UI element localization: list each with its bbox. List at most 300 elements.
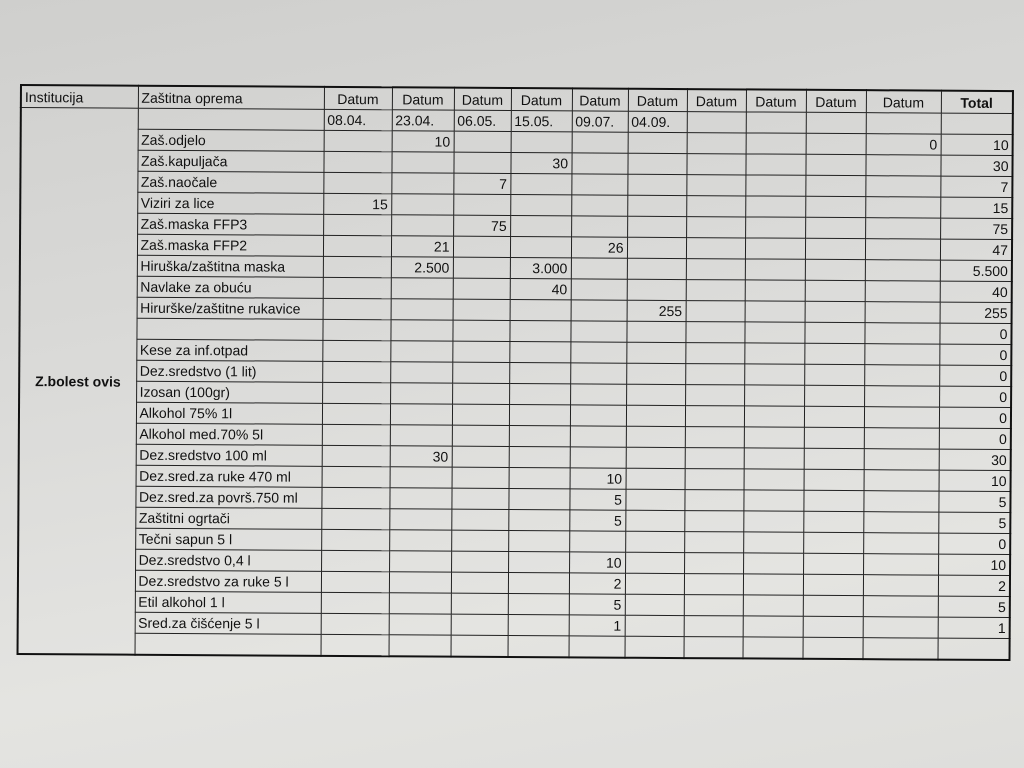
item-name: Alkohol med.70% 5l bbox=[136, 423, 322, 445]
header-date: Datum bbox=[392, 87, 454, 110]
qty-cell bbox=[804, 364, 864, 385]
qty-cell bbox=[508, 614, 569, 635]
qty-cell: 21 bbox=[391, 236, 453, 257]
qty-cell bbox=[745, 196, 805, 217]
item-name: Dez.sredstvo 100 ml bbox=[136, 444, 322, 466]
dates-row-total-blank bbox=[941, 113, 1013, 134]
qty-cell bbox=[685, 469, 744, 490]
qty-cell bbox=[570, 405, 626, 426]
item-name: Zaš.kapuljača bbox=[137, 150, 323, 172]
qty-cell: 10 bbox=[392, 131, 454, 152]
qty-cell bbox=[863, 533, 938, 554]
qty-cell bbox=[803, 595, 863, 616]
qty-cell bbox=[865, 155, 940, 176]
qty-cell bbox=[864, 407, 939, 428]
qty-cell bbox=[451, 572, 508, 593]
qty-cell bbox=[453, 299, 510, 320]
row-total: 30 bbox=[940, 155, 1012, 176]
row-total: 47 bbox=[940, 239, 1012, 260]
qty-cell bbox=[686, 217, 745, 238]
row-total: 5.500 bbox=[940, 260, 1012, 281]
qty-cell bbox=[511, 131, 572, 152]
row-total bbox=[938, 638, 1010, 660]
qty-cell: 15 bbox=[323, 193, 391, 214]
qty-cell bbox=[453, 278, 510, 299]
qty-cell bbox=[865, 197, 940, 218]
header-date: Datum bbox=[806, 90, 866, 113]
qty-cell bbox=[686, 259, 745, 280]
qty-cell bbox=[452, 446, 509, 467]
qty-cell bbox=[625, 636, 684, 658]
qty-cell bbox=[684, 637, 743, 659]
qty-cell bbox=[322, 403, 390, 424]
qty-cell bbox=[509, 467, 570, 488]
qty-cell bbox=[806, 133, 866, 154]
item-name: Hiruška/zaštitna maska bbox=[137, 255, 323, 277]
date-cell bbox=[746, 112, 806, 133]
item-name: Zaš.naočale bbox=[137, 171, 323, 193]
qty-cell bbox=[453, 236, 510, 257]
qty-cell bbox=[509, 320, 570, 341]
qty-cell bbox=[745, 217, 805, 238]
qty-cell bbox=[390, 341, 452, 362]
qty-cell bbox=[391, 173, 453, 194]
qty-cell bbox=[864, 470, 939, 491]
qty-cell bbox=[863, 512, 938, 533]
qty-cell bbox=[805, 154, 865, 175]
row-total: 1 bbox=[938, 617, 1010, 638]
qty-cell bbox=[625, 594, 684, 615]
qty-cell bbox=[390, 383, 452, 404]
qty-cell bbox=[510, 215, 571, 236]
qty-cell bbox=[452, 341, 509, 362]
date-cell: 06.05. bbox=[454, 110, 511, 131]
row-total: 0 bbox=[939, 323, 1011, 344]
qty-cell bbox=[684, 490, 743, 511]
qty-cell bbox=[570, 342, 626, 363]
qty-cell bbox=[684, 595, 743, 616]
qty-cell bbox=[627, 279, 686, 300]
qty-cell bbox=[510, 173, 571, 194]
qty-cell bbox=[510, 299, 571, 320]
item-name: Kese za inf.otpad bbox=[136, 339, 322, 361]
qty-cell bbox=[570, 426, 626, 447]
qty-cell bbox=[803, 553, 863, 574]
qty-cell bbox=[510, 236, 571, 257]
qty-cell bbox=[509, 446, 570, 467]
qty-cell bbox=[685, 385, 744, 406]
qty-cell bbox=[686, 301, 745, 322]
qty-cell bbox=[865, 239, 940, 260]
qty-cell bbox=[322, 466, 390, 487]
qty-cell bbox=[508, 551, 569, 572]
header-date: Datum bbox=[628, 89, 687, 112]
qty-cell bbox=[390, 404, 452, 425]
qty-cell bbox=[323, 214, 391, 235]
qty-cell bbox=[390, 425, 452, 446]
qty-cell bbox=[804, 469, 864, 490]
qty-cell bbox=[508, 530, 569, 551]
qty-cell bbox=[744, 364, 804, 385]
qty-cell bbox=[686, 280, 745, 301]
header-date: Datum bbox=[746, 89, 806, 112]
qty-cell bbox=[865, 218, 940, 239]
qty-cell bbox=[569, 636, 625, 658]
qty-cell bbox=[451, 614, 508, 635]
qty-cell bbox=[452, 404, 509, 425]
qty-cell bbox=[628, 132, 687, 153]
qty-cell bbox=[569, 531, 625, 552]
qty-cell bbox=[864, 428, 939, 449]
qty-cell bbox=[627, 174, 686, 195]
qty-cell: 26 bbox=[571, 237, 627, 258]
qty-cell bbox=[744, 385, 804, 406]
qty-cell bbox=[626, 468, 685, 489]
qty-cell bbox=[571, 279, 627, 300]
qty-cell bbox=[324, 130, 392, 151]
qty-cell bbox=[389, 509, 451, 530]
qty-cell bbox=[572, 132, 628, 153]
qty-cell bbox=[743, 574, 803, 595]
row-total: 10 bbox=[939, 470, 1011, 491]
qty-cell bbox=[321, 613, 389, 634]
institution-cell: Z.bolest ovis bbox=[18, 108, 138, 655]
qty-cell bbox=[626, 342, 685, 363]
qty-cell bbox=[322, 361, 390, 382]
qty-cell bbox=[323, 298, 391, 319]
item-name: Zaš.maska FFP2 bbox=[137, 234, 323, 256]
item-name: Alkohol 75% 1l bbox=[136, 402, 322, 424]
qty-cell bbox=[570, 384, 626, 405]
qty-cell bbox=[389, 614, 451, 635]
qty-cell bbox=[745, 154, 805, 175]
qty-cell bbox=[391, 215, 453, 236]
qty-cell bbox=[323, 151, 391, 172]
qty-cell bbox=[625, 573, 684, 594]
qty-cell bbox=[864, 365, 939, 386]
qty-cell bbox=[508, 509, 569, 530]
qty-cell bbox=[865, 260, 940, 281]
item-name bbox=[135, 633, 321, 656]
header-date: Datum bbox=[454, 88, 511, 111]
qty-cell bbox=[625, 552, 684, 573]
item-name: Tečni sapun 5 l bbox=[135, 528, 321, 550]
qty-cell: 40 bbox=[510, 278, 571, 299]
qty-cell bbox=[627, 195, 686, 216]
qty-cell bbox=[571, 216, 627, 237]
qty-cell bbox=[744, 343, 804, 364]
qty-cell bbox=[626, 405, 685, 426]
qty-cell bbox=[805, 238, 865, 259]
row-total: 10 bbox=[941, 134, 1013, 155]
qty-cell bbox=[805, 196, 865, 217]
qty-cell bbox=[627, 216, 686, 237]
qty-cell bbox=[803, 637, 863, 659]
qty-cell bbox=[509, 341, 570, 362]
qty-cell: 30 bbox=[390, 446, 452, 467]
item-name bbox=[136, 318, 322, 340]
qty-cell: 1 bbox=[569, 615, 625, 636]
qty-cell bbox=[452, 425, 509, 446]
row-total: 15 bbox=[940, 197, 1012, 218]
qty-cell bbox=[863, 491, 938, 512]
qty-cell bbox=[865, 176, 940, 197]
qty-cell: 255 bbox=[627, 300, 686, 321]
qty-cell bbox=[570, 321, 626, 342]
qty-cell bbox=[804, 406, 864, 427]
qty-cell bbox=[686, 154, 745, 175]
qty-cell bbox=[803, 532, 863, 553]
qty-cell bbox=[743, 637, 803, 659]
qty-cell bbox=[865, 302, 940, 323]
qty-cell bbox=[805, 217, 865, 238]
qty-cell bbox=[863, 617, 938, 638]
qty-cell bbox=[627, 153, 686, 174]
qty-cell bbox=[508, 572, 569, 593]
qty-cell bbox=[686, 238, 745, 259]
row-total: 30 bbox=[939, 449, 1011, 470]
qty-cell bbox=[322, 445, 390, 466]
item-name: Hirurške/zaštitne rukavice bbox=[137, 297, 323, 319]
qty-cell bbox=[684, 532, 743, 553]
qty-cell bbox=[864, 386, 939, 407]
item-name: Dez.sred.za površ.750 ml bbox=[135, 486, 321, 508]
qty-cell: 0 bbox=[866, 134, 941, 155]
qty-cell bbox=[804, 385, 864, 406]
qty-cell bbox=[453, 257, 510, 278]
qty-cell bbox=[321, 571, 389, 592]
row-total: 10 bbox=[938, 554, 1010, 575]
header-institution: Institucija bbox=[21, 85, 138, 108]
qty-cell bbox=[745, 175, 805, 196]
qty-cell bbox=[684, 553, 743, 574]
row-total: 5 bbox=[938, 491, 1010, 512]
row-total: 0 bbox=[938, 533, 1010, 554]
qty-cell bbox=[510, 194, 571, 215]
qty-cell bbox=[451, 509, 508, 530]
item-name: Viziri za lice bbox=[137, 192, 323, 214]
qty-cell bbox=[625, 531, 684, 552]
qty-cell bbox=[684, 574, 743, 595]
qty-cell bbox=[745, 280, 805, 301]
qty-cell bbox=[509, 383, 570, 404]
row-total: 5 bbox=[938, 596, 1010, 617]
qty-cell: 10 bbox=[569, 552, 625, 573]
qty-cell bbox=[627, 237, 686, 258]
date-cell bbox=[866, 113, 941, 134]
qty-cell bbox=[625, 615, 684, 636]
qty-cell bbox=[743, 553, 803, 574]
qty-cell bbox=[391, 278, 453, 299]
qty-cell bbox=[323, 172, 391, 193]
qty-cell bbox=[451, 635, 508, 657]
qty-cell bbox=[803, 616, 863, 637]
row-total: 2 bbox=[938, 575, 1010, 596]
item-name: Navlake za obuću bbox=[137, 276, 323, 298]
qty-cell bbox=[322, 424, 390, 445]
qty-cell bbox=[322, 382, 390, 403]
qty-cell bbox=[451, 530, 508, 551]
date-cell: 23.04. bbox=[392, 110, 454, 131]
item-name: Dez.sred.za ruke 470 ml bbox=[136, 465, 322, 487]
qty-cell bbox=[626, 426, 685, 447]
qty-cell bbox=[803, 511, 863, 532]
item-name: Dez.sredstvo za ruke 5 l bbox=[135, 570, 321, 592]
qty-cell bbox=[570, 363, 626, 384]
row-total: 0 bbox=[939, 428, 1011, 449]
qty-cell bbox=[745, 259, 805, 280]
date-cell bbox=[806, 112, 866, 133]
qty-cell bbox=[687, 133, 746, 154]
qty-cell bbox=[389, 488, 451, 509]
qty-cell bbox=[323, 256, 391, 277]
equipment-table bbox=[17, 84, 1014, 661]
qty-cell bbox=[451, 488, 508, 509]
item-name: Dez.sredstvo 0,4 l bbox=[135, 549, 321, 571]
qty-cell bbox=[390, 362, 452, 383]
header-date: Datum bbox=[572, 88, 628, 111]
qty-cell bbox=[389, 551, 451, 572]
qty-cell bbox=[804, 427, 864, 448]
header-date: Datum bbox=[687, 89, 746, 112]
qty-cell bbox=[864, 449, 939, 470]
sheet-wrapper bbox=[17, 84, 1014, 661]
qty-cell bbox=[743, 532, 803, 553]
qty-cell bbox=[389, 530, 451, 551]
row-total: 0 bbox=[939, 344, 1011, 365]
qty-cell bbox=[684, 511, 743, 532]
row-total: 0 bbox=[939, 386, 1011, 407]
qty-cell bbox=[322, 340, 390, 361]
date-cell: 15.05. bbox=[511, 110, 572, 131]
qty-cell: 75 bbox=[453, 215, 510, 236]
qty-cell bbox=[321, 508, 389, 529]
qty-cell bbox=[685, 343, 744, 364]
qty-cell bbox=[389, 593, 451, 614]
qty-cell bbox=[745, 238, 805, 259]
qty-cell bbox=[453, 194, 510, 215]
qty-cell bbox=[509, 362, 570, 383]
qty-cell bbox=[570, 447, 626, 468]
qty-cell bbox=[390, 320, 452, 341]
qty-cell bbox=[803, 490, 863, 511]
qty-cell bbox=[389, 572, 451, 593]
qty-cell: 2 bbox=[569, 573, 625, 594]
qty-cell bbox=[625, 489, 684, 510]
qty-cell bbox=[864, 323, 939, 344]
qty-cell bbox=[451, 551, 508, 572]
qty-cell bbox=[323, 277, 391, 298]
qty-cell bbox=[743, 595, 803, 616]
row-total: 0 bbox=[939, 407, 1011, 428]
qty-cell bbox=[863, 596, 938, 617]
row-total: 5 bbox=[938, 512, 1010, 533]
qty-cell bbox=[508, 635, 569, 657]
row-total: 75 bbox=[940, 218, 1012, 239]
row-total: 40 bbox=[940, 281, 1012, 302]
qty-cell bbox=[323, 235, 391, 256]
qty-cell bbox=[508, 488, 569, 509]
qty-cell bbox=[625, 510, 684, 531]
qty-cell: 5 bbox=[569, 594, 625, 615]
qty-cell bbox=[746, 133, 806, 154]
qty-cell bbox=[571, 153, 627, 174]
qty-cell bbox=[626, 384, 685, 405]
qty-cell bbox=[322, 319, 390, 340]
qty-cell bbox=[805, 301, 865, 322]
qty-cell bbox=[571, 195, 627, 216]
qty-cell bbox=[743, 511, 803, 532]
header-date: Datum bbox=[511, 88, 572, 111]
item-name: Sred.za čišćenje 5 l bbox=[135, 612, 321, 634]
qty-cell: 5 bbox=[569, 510, 625, 531]
item-name: Zaštitni ogrtači bbox=[135, 507, 321, 529]
qty-cell bbox=[452, 383, 509, 404]
qty-cell bbox=[391, 299, 453, 320]
qty-cell bbox=[391, 152, 453, 173]
qty-cell bbox=[864, 344, 939, 365]
qty-cell bbox=[685, 406, 744, 427]
qty-cell bbox=[626, 321, 685, 342]
qty-cell bbox=[685, 364, 744, 385]
qty-cell bbox=[321, 634, 389, 656]
qty-cell bbox=[865, 281, 940, 302]
qty-cell bbox=[508, 593, 569, 614]
qty-cell bbox=[804, 448, 864, 469]
qty-cell bbox=[804, 322, 864, 343]
dates-row-blank bbox=[138, 108, 324, 130]
qty-cell bbox=[804, 343, 864, 364]
qty-cell bbox=[390, 467, 452, 488]
qty-cell bbox=[805, 259, 865, 280]
qty-cell bbox=[743, 490, 803, 511]
header-date: Datum bbox=[866, 90, 941, 113]
item-name: Zaš.odjelo bbox=[138, 129, 324, 151]
qty-cell bbox=[685, 448, 744, 469]
qty-cell bbox=[453, 152, 510, 173]
qty-cell bbox=[863, 575, 938, 596]
item-name: Etil alkohol 1 l bbox=[135, 591, 321, 613]
qty-cell bbox=[627, 258, 686, 279]
qty-cell bbox=[863, 554, 938, 575]
qty-cell bbox=[571, 300, 627, 321]
item-name: Zaš.maska FFP3 bbox=[137, 213, 323, 235]
qty-cell bbox=[454, 131, 511, 152]
qty-cell bbox=[321, 592, 389, 613]
qty-cell bbox=[803, 574, 863, 595]
qty-cell bbox=[745, 301, 805, 322]
item-name: Izosan (100gr) bbox=[136, 381, 322, 403]
qty-cell bbox=[685, 322, 744, 343]
qty-cell bbox=[744, 448, 804, 469]
qty-cell bbox=[686, 196, 745, 217]
qty-cell bbox=[744, 427, 804, 448]
qty-cell bbox=[685, 427, 744, 448]
qty-cell bbox=[744, 406, 804, 427]
qty-cell bbox=[391, 194, 453, 215]
qty-cell bbox=[571, 258, 627, 279]
qty-cell bbox=[571, 174, 627, 195]
qty-cell bbox=[321, 487, 389, 508]
qty-cell: 30 bbox=[510, 152, 571, 173]
header-total: Total bbox=[941, 91, 1013, 114]
date-cell: 09.07. bbox=[572, 111, 628, 132]
qty-cell bbox=[389, 635, 451, 657]
qty-cell bbox=[321, 550, 389, 571]
header-date: Datum bbox=[324, 87, 392, 110]
qty-cell: 10 bbox=[570, 468, 626, 489]
date-cell bbox=[687, 112, 746, 133]
